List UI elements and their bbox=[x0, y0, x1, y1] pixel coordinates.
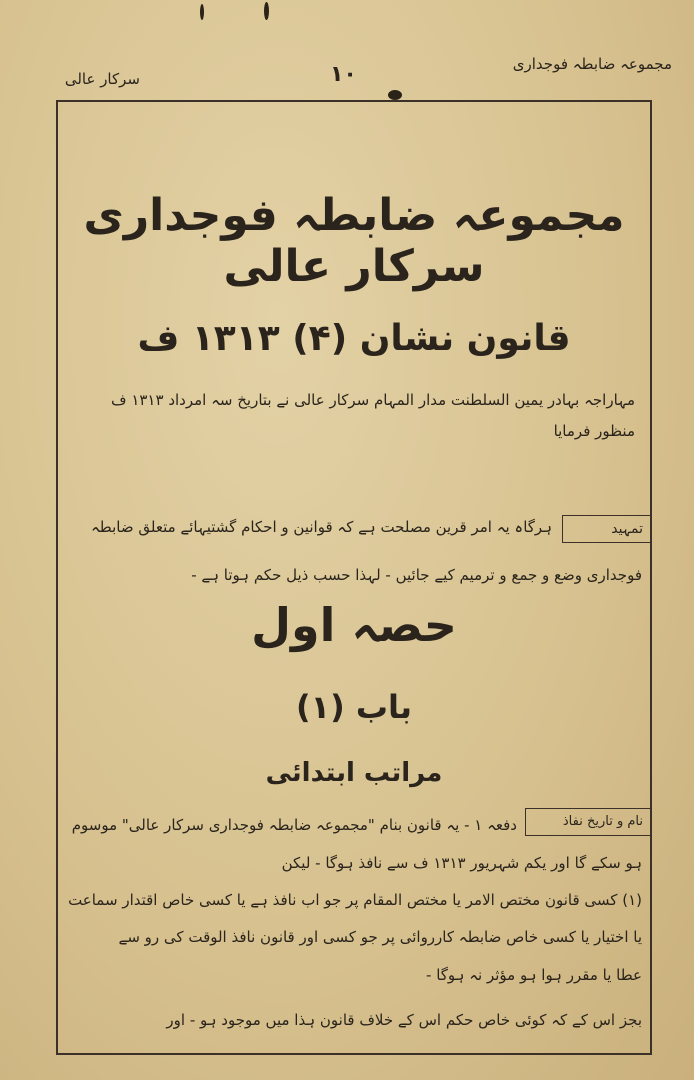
preamble-tag: تمہید bbox=[562, 515, 652, 543]
running-header-right: مجموعہ ضابطہ فوجداری bbox=[512, 55, 672, 73]
part-title: حصہ اول bbox=[251, 598, 457, 652]
ink-mark bbox=[200, 4, 204, 20]
law-number: قانون نشان (۴) ۱۳۱۳ ف bbox=[137, 318, 571, 359]
ink-stain bbox=[388, 90, 402, 100]
preamble-line-1: ہرگاہ یہ امر قرین مصلحت ہے کہ قوانین و احکام گشتیہائے متعلق ضابطہ bbox=[91, 518, 552, 536]
chapter-title: مراتب ابتدائی bbox=[265, 758, 443, 788]
section-side-tag: نام و تاریخ نفاذ bbox=[525, 808, 652, 836]
section-1-line-5: عطا یا مقرر ہوا ہو مؤثر نہ ہوگا - bbox=[426, 966, 642, 984]
section-1-line-1: دفعہ ۱ - یہ قانون بنام "مجموعہ ضابطہ فوجداری سرکار عالی" موسوم bbox=[71, 816, 517, 834]
book-title: مجموعہ ضابطہ فوجداری سرکار عالی bbox=[83, 190, 625, 292]
section-1-line-6: بجز اس کے کہ کوئی خاص حکم اس کے خلاف قانون ہذا میں موجود ہو - اور bbox=[166, 1011, 642, 1029]
section-1-line-2: ہو سکے گا اور یکم شہریور ۱۳۱۳ ف سے نافذ ہوگا - لیکن bbox=[281, 854, 642, 872]
section-1-line-3: (۱) کسی قانون مختص الامر یا مختص المقام پر جو اب نافذ ہے یا کسی خاص اقتدار سماعت bbox=[68, 891, 642, 909]
approval-line-2: منظور فرمایا bbox=[553, 422, 635, 440]
approval-line-1: مہاراجہ بہادر یمین السلطنت مدار المہام سرکار عالی نے بتاریخ سہ امرداد ۱۳۱۳ ف bbox=[110, 391, 635, 409]
ink-mark bbox=[264, 2, 269, 20]
preamble-line-2: فوجداری وضع و جمع و ترمیم کیے جائیں - لہذا حسب ذیل حکم ہوتا ہے - bbox=[191, 566, 642, 584]
running-header-left: سرکار عالی bbox=[64, 70, 140, 88]
section-1-line-4: یا اختیار یا کسی خاص ضابطہ کارروائی پر جو کسی اور قانون نافذ الوقت کی رو سے bbox=[118, 928, 642, 946]
page-number: ۱۰ bbox=[330, 62, 357, 87]
chapter-heading: باب (۱) bbox=[295, 688, 413, 726]
